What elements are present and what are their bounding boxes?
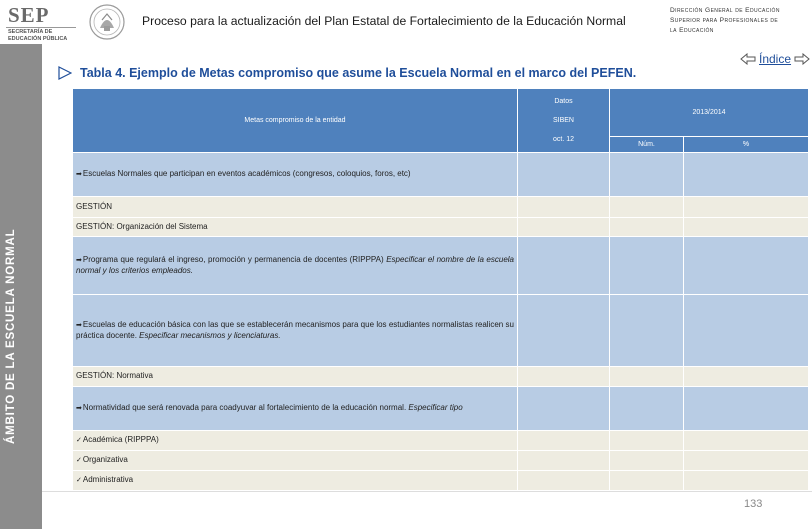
row-text: GESTIÓN: Organización del Sistema [76,221,208,231]
footer-divider [42,491,812,492]
index-link[interactable]: Índice [759,52,792,66]
arrow-left-icon[interactable] [740,53,756,65]
cell-pct [684,218,809,237]
table-row [73,295,809,367]
col-header-pct: % [684,137,809,153]
arrow-bullet-icon: ➡ [76,256,82,264]
cell-siben [518,387,610,431]
row-label [73,153,518,197]
triangle-bullet-icon [58,66,72,80]
row-note: Especificar el nombre de la escuela normal y los criterios empleados. [76,254,514,275]
row-label [73,367,518,387]
cell-siben [518,153,610,197]
side-band-label: ÁMBITO DE LA ESCUELA NORMAL [5,228,17,444]
row-note: Especificar tipo [408,402,463,412]
table-row [73,451,809,471]
cell-num [610,451,684,471]
row-label [73,451,518,471]
col-header-datos: Datos [554,98,573,105]
sep-logo-word: SEP [8,3,50,27]
mexico-seal-icon [88,2,126,42]
sep-logo-rule [6,27,76,28]
cell-pct [684,451,809,471]
check-bullet-icon: ✓ [76,456,82,464]
cell-pct [684,295,809,367]
arrow-bullet-icon: ➡ [76,170,82,178]
row-label [73,237,518,295]
cell-num [610,387,684,431]
table-row [73,153,809,197]
page-header [0,0,812,44]
row-label [73,387,518,431]
arrow-bullet-icon: ➡ [76,321,82,329]
cell-siben [518,431,610,451]
table-heading [58,66,636,80]
row-text: Normatividad que será renovada para coadyuvar al fortalecimiento de la educación normal. [82,402,409,412]
col-header-siben-label: SIBEN [552,117,574,124]
arrow-bullet-icon: ➡ [76,404,82,412]
row-text: Organizativa [82,454,128,464]
cell-siben [518,237,610,295]
cell-pct [684,471,809,491]
table-heading-text: Tabla 4. Ejemplo de Metas compromiso que asume la Escuela Normal en el marco del PEFEN. [80,66,637,80]
cell-num [610,153,684,197]
row-text: Escuelas Normales que participan en eventos académicos (congresos, coloquios, foros, etc) [82,168,411,178]
col-header-goals: Metas compromiso de la entidad [73,89,518,153]
department-name: Dirección General de Educación Superior para Profesionales de la Educación [670,7,780,34]
row-label [73,295,518,367]
row-label [73,471,518,491]
cell-siben [518,295,610,367]
index-nav [740,52,810,66]
col-header-year: 2013/2014 [610,89,809,137]
row-text: Programa que regulará el ingreso, promoción y permanencia de docentes (RIPPPA) [82,254,387,264]
col-header-siben [518,89,610,153]
sep-logo-subtitle: SECRETARÍA DE EDUCACIÓN PÚBLICA [8,29,68,42]
cell-siben [518,471,610,491]
table-row [73,218,809,237]
cell-num [610,237,684,295]
row-label [73,197,518,218]
cell-pct [684,431,809,451]
sep-logo [2,3,80,43]
cell-pct [684,387,809,431]
table-row [73,367,809,387]
page-number: 133 [744,498,763,510]
col-header-num: Núm. [610,137,684,153]
table-row [73,237,809,295]
cell-num [610,295,684,367]
table-row [73,431,809,451]
cell-siben [518,197,610,218]
cell-pct [684,197,809,218]
cell-num [610,471,684,491]
row-text: Administrativa [82,474,134,484]
cell-siben [518,218,610,237]
cell-siben [518,451,610,471]
cell-num [610,431,684,451]
row-label [73,218,518,237]
cell-siben [518,367,610,387]
row-text: Escuelas de educación básica con las que se establecerán mecanismos para que los estudiantes normalistas realicen su práctica docente. [76,319,514,340]
row-label [73,431,518,451]
row-note: Especificar mecanismos y licenciaturas. [139,331,281,340]
table-row [73,197,809,218]
document-title: Proceso para la actualización del Plan Estatal de Fortalecimiento de la Educación Normal [142,14,626,28]
check-bullet-icon: ✓ [76,476,82,484]
cell-pct [684,367,809,387]
goals-table [72,88,808,491]
cell-num [610,197,684,218]
cell-num [610,218,684,237]
row-text: GESTIÓN: Normativa [76,371,153,381]
col-header-oct: oct. 12 [552,136,574,143]
cell-pct [684,237,809,295]
row-text: Académica (RIPPPA) [82,434,159,444]
side-band [0,44,42,529]
check-bullet-icon: ✓ [76,436,82,444]
row-text: GESTIÓN [76,201,113,211]
cell-num [610,367,684,387]
table-row [73,387,809,431]
arrow-right-icon[interactable] [794,53,810,65]
cell-pct [684,153,809,197]
table-row [73,471,809,491]
